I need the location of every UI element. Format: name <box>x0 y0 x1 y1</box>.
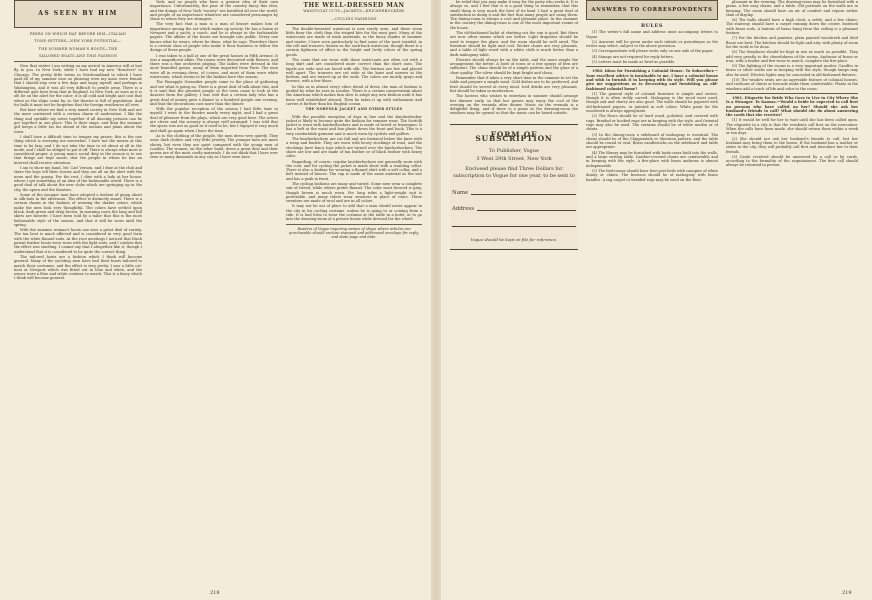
body-paragraph: (1) The general style of colonial furniture is simple and severe, though it is often richly carved. Mahogany is the wood most used, though oak and cherry are also good. The walls should be papered with old-fashioned papers, or painted in soft colors. White paint for the woodwork is always appropriate. <box>586 91 718 114</box>
column-subhead-4: TAILORED BOATS AND THIS FASHION <box>38 53 118 58</box>
body-paragraph: With the popular reception of the season I had little time to myself. I went to the theatre nearly every night, and I had a great deal of pleasure from the plays, which are very good here. The actors are clever and the scenery is always well arranged. I was told that the opera was not as good as it used to be, but I enjoyed it very much and shall go again when I have the time. <box>150 107 278 133</box>
body-paragraph: The cycling fashions are many and varied. Some men wear a complete suit of tweed, while others prefer flannel. The color most favored is gray, though brown is much worn. For long rides a light-weight suit is preferable, and many riders wear sweaters in place of coats. These sweaters are made of wool and are in all colors. <box>286 181 422 204</box>
body-paragraph: The tailored boats are a fashion which I think will become general. Many of the yachting men have had their boats tailored to match their costumes, and the effect is very pretty. I saw a little cat-boat at Newport which was fitted out in blue and white, and the owner wore a blue and white costume to match. This is a fancy which I think will become general. <box>14 254 142 281</box>
form-address-field-2[interactable] <box>452 220 576 227</box>
form-address-row <box>452 204 576 211</box>
correspondents-banner <box>586 0 718 20</box>
form-instruction: Enclosed please find Three Dollars for subscription to Vogue for one year, to be sent to <box>453 166 575 179</box>
body-paragraph: (3) Cards received should be answered by a call or by cards, according to the formality of the acquaintance. The first call should always be returned in person. <box>726 154 858 168</box>
form-title: FORM OF SUBSCRIPTION <box>475 129 553 144</box>
form-name-label: Name <box>452 190 469 197</box>
body-paragraph: The coats that are worn with these waistcoats are often cut with a long skirt and are considered more correct than the short ones. The lapels are wide and are faced with silk. The buttons are few and placed well apart. The trousers are cut wide at the knee and narrow at the bottom, and are turned up at the ends. The colors are mostly grays and browns, with a few blues. <box>286 57 422 84</box>
divider <box>286 224 422 225</box>
body-paragraph: (2) She should not ask her husband's friends to call, but her husband may bring them to the house. If the husband has a mother or sister in the city, they will probably call first and introduce her to their friends. <box>726 136 858 154</box>
body-paragraph: (1) It would be well for her to wait until she has been called upon. The etiquette in a city is that the residents call first on the newcomer. When the calls have been made, she should return them within a week or ten days. <box>726 118 858 136</box>
body-paragraph: 1980. Ideas for Furnishing a Colonial House. To Subscriber.—Your excellent advice is invaluable to me. I have a colonial house and wish to furnish it in keeping with its style. Will you please give me suggestions as to decorating and furnishing an old-fashioned colonial home? <box>586 69 718 91</box>
body-paragraph: In this as in almost every other detail of dress, the man of fashion is guided by what he sees in London. There is a certain conservatism about the American which makes him slow to adopt any new fashion until it has been well established abroad. Then he takes it up with enthusiasm and carries it further than his English cousin. <box>286 84 422 106</box>
rule-item: (5) Letters must be made as brief as possible. <box>592 60 676 65</box>
body-paragraph: Regarding, of course, regular knickerbockers are generally worn with the coat, and for cycling the jacket is made short with a standing collar. There is also a fashion for wearing a flannel shirt with a soft collar, and a belt instead of braces. The cap is made of the same material as the suit and has a peak in front. <box>286 159 422 181</box>
form-note: Vogue should be kept on file for reference. <box>470 237 558 243</box>
body-paragraph: York, and no people who have a greater idea of their own importance. Unfortunately, the poor of the country fancy this idea, and the doings of New York "society" are heralded all over the world, and people of no importance whatever are considered personages by those to whom they are strangers. <box>150 0 278 22</box>
form-address-label: Address <box>452 206 475 213</box>
body-paragraph: I was taken to a ball at one of the great houses in Fifth Avenue. It was a magnificent affair. The rooms were decorated with flowers, and there was a fine orchestra playing. The ladies were dressed in the most beautiful gowns, many of them imported from Paris. The men were all in evening dress, of course, and most of them wore white waistcoats, which seems to be the fashion here this season. <box>150 53 278 80</box>
body-paragraph: (3) In the dining-room a sideboard of mahogany is essential. The chairs should be of the Chippendale or Sheraton pattern, and the table should be round or oval. Brass candlesticks on the sideboard and table are appropriate. <box>586 132 718 150</box>
left-col-3 <box>286 0 422 590</box>
body-paragraph: (8) The fireplaces should be kept in use as much as possible. They add very greatly to the cheerfulness of the rooms. Andirons of brass or iron, with a fender and fire-irons to match, complete the fire-place. <box>726 50 858 63</box>
body-paragraph: But here where we find a very mixed society in New York and are the more contented with a certain charm of moderation. I like the thing and sprinkle my notes together if all dancing persons can be got together in one place. This is their stage, and then the summer girl keeps a little too far ahead of the notions and plans about the town. <box>14 108 142 134</box>
footer-note: Readers of Vogue inquiring names of shops where articles are purchasable should enclose stamped and addressed envelope for reply, and state page and date. <box>289 226 419 240</box>
right-col-3 <box>726 0 858 590</box>
body-paragraph: Now that winter I am writing on my arrival in America will at last fly to you. In New York, while I have had my new "dissolves" to Chicago. The pretty little towns in Newfoundland to which I have paid all of my summer ease as pleasing even my mass were female that I should stay over a few days and enjoy myself, and perhaps in Washington, and it was all very difficult to gentle away. There is a different gale here from that in England. In New York, as soon as it is off, be on the alert for the color; it is all cold and bright and cool that when as the ships come by, so the theatre is full of population. And for balls it must not be forgotten that the foreign residences all over. <box>14 64 142 107</box>
body-paragraph: The hostess who wishes to entertain in summer should arrange her dinners early, so that her guests may enjoy the cool of the evening on the veranda after dinner. Music on the veranda is a delightful thing, and if there is a piano in the drawing-room the windows may be opened so that the music can be heard outside. <box>450 94 578 116</box>
body-paragraph: As to the clothing of the people, the men dress very quietly. They wear dark clothes and very little jewelry. The younger men are more showy, but even they are quiet compared with the young men of London. The women, on the other hand, dress a great deal and their gowns are of the most costly materials. I do not think that I have ever seen so many diamonds in any city as I have seen here. <box>150 133 278 160</box>
rule-item: (1) The writer's full name and address must accompany letters to Vogue. <box>586 30 718 39</box>
divider <box>286 24 422 25</box>
divider <box>14 61 142 62</box>
left-col-1 <box>14 0 142 590</box>
binding-gutter <box>431 0 441 600</box>
body-paragraph: With the summer woman's boots one sees a great deal of variety. The tan boot is much affected and is considered in very good form with the white flannel suits. At the race meetings I noticed that black patent leather boots were worn with the light suits, and I confess that the effect was startling. I cannot say that I altogether like it, though I understand that it is considered to be quite the correct thing. <box>14 228 142 254</box>
form-addressee: To Publisher, Vogue <box>489 148 539 155</box>
form-address-field[interactable] <box>477 204 576 211</box>
rule-item: (2) Answers will be given under such initials or pseudonym as the writer may select, subject to the above provision. <box>586 39 718 49</box>
body-paragraph: The old-fashioned habit of shutting out the sun is good. But there are now other means which are better. Light draperies should be used to temper the glare, and the room should be well aired. The furniture should be light and cool. Wicker chairs are very pleasant, and a table of light wood with a white cloth is much better than a dark mahogany table. <box>450 31 578 57</box>
rule-item: (4) Stamps are not required for reply letters. <box>592 54 674 59</box>
column-heading: AS SEEN BY HIM <box>38 9 118 17</box>
subscription-form <box>450 124 578 251</box>
body-paragraph: (9) The lighting of the rooms is a very important matter. Candles in brass or silver sticks are in keeping with the style, though lamps may also be used. Electric lights may be concealed in old-fashioned fixtures. <box>726 64 858 77</box>
section-subhead-1: WAISTCOAT CUTS—JACKETS—KNICKERBOCKERS <box>303 9 405 14</box>
rules-heading: RULES <box>641 23 663 29</box>
body-paragraph: (4) The library may be furnished with book-cases built into the walls, and a large writing table. Leather-covered chairs are comfortable and in keeping with the style. A fire-place with brass andirons is almost indispensable. <box>586 150 718 168</box>
body-paragraph: 1981. Etiquette for Bride Who Goes to Live in City Where She Is a Stranger. To Kansas.—Would a bride be expected to call first on persons who have called on her? Should she ask her husband's friends to call? What should she do about answering the cards that she receives? <box>726 95 858 118</box>
body-paragraph: With the possible exception of days in line and the Knickerbocker jacket is likely to become quite the fashion for summer wear. The Norfolk jacket is worn with knickerbockers and is made of tweed or homespun. It has a belt at the waist and box pleats down the front and back. This is a very comfortable garment and is much worn by cyclists and golfers. <box>286 114 422 136</box>
body-paragraph: I am to show my hand, Mr. Carl Vernon, and I dine at the club and there the boys tell their stories and they are all on the alert with the news and the gossip. For the rest, I dine with a lady at her house, where I get something of an idea of the fashionable world. There is a good deal of talk about the new clubs which are springing up in the city, the opera and the theatres. <box>14 166 142 192</box>
body-paragraph: Remember that it takes a very short time in the summer to set the table and prepare a simple meal. Cold dishes are to be preferred, and fruit should be served at every meal. Iced drinks are very pleasant, but should be taken in moderation. <box>450 76 578 93</box>
form-address: 3 West 29th Street, New York <box>476 156 552 163</box>
body-paragraph: (10) The window seats are an agreeable feature of colonial houses, and cushions of chintz or brocade make them comfortable. Plants in the windows add a touch of life and color to the room. <box>726 78 858 91</box>
form-name-field[interactable] <box>471 188 576 195</box>
section-heading: THE WELL-DRESSED MAN <box>303 2 405 9</box>
section-subhead-2: —CYCLING FASHIONS <box>331 16 377 21</box>
body-paragraph: be relief that you may make it easy for the party who seeks it. It is always so, and I feel that it is a good thing to remember, that this small thing is very much the best of its kind. I had a great deal of satisfaction in doing it and the fact that many people are using them. The dining-room is always a cool and pleasant place. In the summer in the country the dining-room is one of the most important rooms of the house. <box>450 0 578 30</box>
column-subhead-1: PEERS ON WHICH HAT BEFORE HIM—ITALIAN <box>29 32 127 36</box>
divider <box>726 93 858 94</box>
correspondents-heading: ANSWERS TO CORRESPONDENTS <box>591 6 713 13</box>
column-header-ornament <box>14 0 142 28</box>
form-name-row <box>452 188 576 195</box>
body-paragraph: (5) The bed-rooms should have four-post beds with canopies of white dimity or chintz. The bureaus should be of mahogany with brass handles. A rag carpet or braided rugs may be used on the floor. <box>586 168 718 182</box>
form-address-row-2 <box>452 220 576 227</box>
page-number-right: 219 <box>842 590 852 596</box>
body-paragraph: The double-breasted waistcoat is now rarely seen, and these seem little finer the cloth than the striped bits for the most part. Many of the waistcoats are made of wash materials, in the fancy shades of summer and winter. I have seen particularly to find some of the most tasteful, in the cell and trousers, known as the sack-back waistcoat, though there is a certain lightness of effect in the bright and lively colors of the spring goods. <box>286 26 422 57</box>
body-paragraph: I shall have a difficult time to temper my praise; this is the one thing which is worrying me somewhat. I have not the means at this time to be lazy, and I do not take the time to sit about at all in the mode, and I shall be obliged to put it off. There is always what most is considered proper. A young man's social duty in the season is to see that things are kept smart, that the people in whom he has an interest shall receive attention. <box>14 134 142 165</box>
body-paragraph: The very fact that a man is a man of leisure makes him of importance among the set which makes up society. He has a house at Newport and a yacht, a coach, and he is always in the fashionable papers. The affairs of the house are brought into public. Every one knows what he wears, where he dines, what he says. Therefore there is a certain class of people who make it their business to follow the doings of these people. <box>150 22 278 53</box>
body-paragraph: pleasant in the evening. The drawing-room may be furnished with a piano, a few easy chairs, and a table. Old portraits on the walls are in keeping. The room should have an air of comfort and repose rather than of display. <box>726 0 858 17</box>
rule-item: (3) Correspondents will please write only on one side of the paper. <box>592 49 714 54</box>
inline-subhead: THE NORFOLK JACKET AND OTHER STYLES <box>305 107 403 112</box>
column-subhead-3: THE SUMMER WOMAN'S BOOTS—THE <box>38 46 118 51</box>
right-col-2 <box>586 0 718 590</box>
page-number-left: 218 <box>210 590 220 596</box>
right-col-1 <box>450 0 578 590</box>
body-paragraph: (2) The floors should be of hard wood, polished, and covered with rugs. Braided or hooked rugs are in keeping with the style, and Oriental rugs may also be used. The curtains should be of white muslin or of chintz. <box>586 114 718 132</box>
left-col-2 <box>150 0 278 590</box>
body-paragraph: (7) For the kitchen and pantries, plain painted woodwork and tiled floors are best. The kitchen should be light and airy, with plenty of room for the work to be done. <box>726 36 858 49</box>
body-paragraph: The knickerbockers are cut full and are fastened below the knee with a strap and buckle. They are worn with heavy stockings of wool, and the stockings have fancy tops which are turned over the knickerbockers. The shoes are low and are made of tan leather or of black leather with heavy soles. <box>286 137 422 159</box>
body-paragraph: The Pineapple Grenadier people come to the place of gathering and see what is going on. There is a great deal of talk about this, and it is said that the greatest people in the town come to look at the dancers from the gallery. I was told that a certain lady who has a great deal of money gave a dinner to a hundred people one evening, and that the decorations cost more than the dinner. <box>150 80 278 106</box>
body-paragraph: Flowers should always be on the table, and the more simple the arrangement the better. A bowl of roses or a few sprays of fern are sufficient. The china should be of a simple pattern and the glass of a clear quality. The silver should be kept bright and clean. <box>450 57 578 75</box>
column-subhead-2: TONE-SETTERS—NEW YORK POTENTIAL— <box>34 39 122 44</box>
body-paragraph: Some of the younger men have adopted a fashion of going about in silk hats in the afternoon. The effect is distinctly smart. There is a certain charm in the fashion of wearing the darker colors, which make the men look very thoughtful. The colors have settled upon black, dark green and deep brown. In morning coats the long and full skirts are favorite. I have been told by a tailor that this is the most fashionable style of the season, and that it will be worn until the spring. <box>14 192 142 227</box>
body-paragraph: It may not be out of place to add that a man should never appear in the city in his cycling costume, unless he is going to or coming from a ride. It is bad form to wear the costume at the table in a hotel, or to go into the drawing-room of a private house while dressed for the wheel. <box>286 204 422 222</box>
divider <box>586 66 718 67</box>
body-paragraph: (6) The halls should have a high clock, a settle, and a few chairs. The stairway should have a carpet running down the center, fastened with brass rods. A lantern of brass hung from the ceiling is a pleasant feature. <box>726 18 858 36</box>
